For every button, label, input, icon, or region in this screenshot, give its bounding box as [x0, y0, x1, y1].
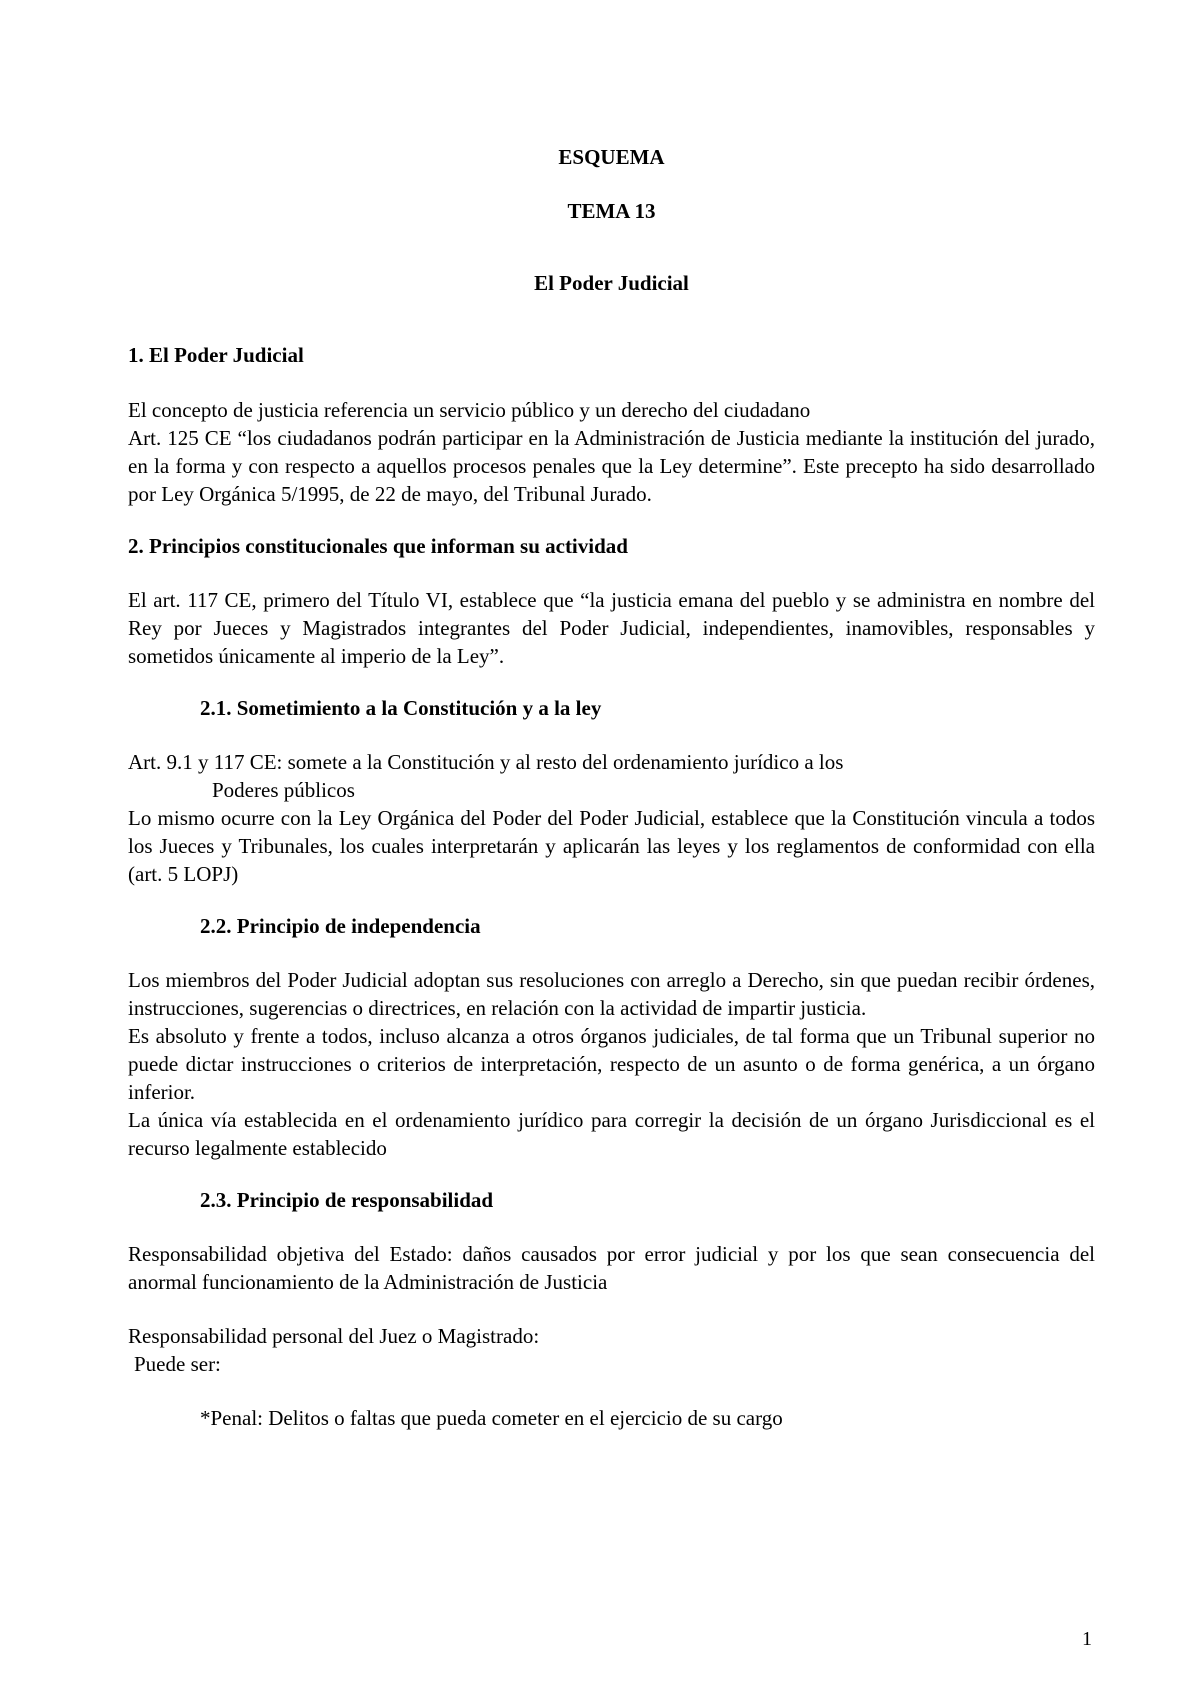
section-2-heading: 2. Principios constitucionales que informan su actividad	[128, 534, 628, 558]
document-content	[128, 143, 1095, 1432]
page-number: 1	[1082, 1628, 1092, 1650]
section-2-2-heading: 2.2. Principio de independencia	[200, 914, 481, 938]
section-2-paragraph-1: El art. 117 CE, primero del Título VI, establece que “la justicia emana del pueblo y se administra en nombre del Rey por Jueces y Magistrados integrantes del Poder Judicial, independientes, inamovibles, responsables y sometidos únicamente al imperio de la Ley”.	[128, 588, 1095, 668]
section-2-3-heading: 2.3. Principio de responsabilidad	[200, 1188, 494, 1212]
section-2-3-paragraph-1: Responsabilidad objetiva del Estado: daños causados por error judicial y por los que sean consecuencia del anormal funcionamiento de la Administración de Justicia	[128, 1242, 1095, 1294]
section-1-paragraph-1: El concepto de justicia referencia un servicio público y un derecho del ciudadano	[128, 398, 811, 422]
section-2-3-paragraph-3: Puede ser:	[134, 1352, 221, 1376]
topic-number: TEMA 13	[567, 199, 656, 223]
topic-title: El Poder Judicial	[534, 271, 689, 295]
document-title: ESQUEMA	[558, 145, 665, 169]
section-2-1-paragraph-2: Lo mismo ocurre con la Ley Orgánica del Poder del Poder Judicial, establece que la Constitución vincula a todos los Jueces y Tribunales, los cuales interpretarán y aplicarán las leyes y los reglamentos de conformidad con ella (art. 5 LOPJ)	[128, 806, 1095, 886]
section-2-2-paragraph-1: Los miembros del Poder Judicial adoptan sus resoluciones con arreglo a Derecho, sin que puedan recibir órdenes, instrucciones, sugerencias o directrices, en relación con la actividad de impartir justicia.	[128, 968, 1095, 1020]
section-2-2-paragraph-3: La única vía establecida en el ordenamiento jurídico para corregir la decisión de un órgano Jurisdiccional es el recurso legalmente establecido	[128, 1108, 1095, 1160]
section-2-2-paragraph-2: Es absoluto y frente a todos, incluso alcanza a otros órganos judiciales, de tal forma que un Tribunal superior no puede dictar instrucciones o criterios de interpretación, respecto de un asunto o de forma genérica, a un órgano inferior.	[128, 1024, 1095, 1104]
section-2-3-paragraph-4: *Penal: Delitos o faltas que pueda cometer en el ejercicio de su cargo	[200, 1406, 783, 1430]
section-1-paragraph-2: Art. 125 CE “los ciudadanos podrán participar en la Administración de Justicia mediante la institución del jurado, en la forma y con respecto a aquellos procesos penales que la Ley determine”. Este precepto ha sido desarrollado por Ley Orgánica 5/1995, de 22 de mayo, del Tribunal Jurado.	[128, 426, 1095, 506]
section-1-heading: 1. El Poder Judicial	[128, 343, 304, 367]
section-2-1-paragraph-1: Art. 9.1 y 117 CE: somete a la Constitución y al resto del ordenamiento jurídico a los	[128, 750, 844, 774]
section-2-1-paragraph-1-continued: Poderes públicos	[212, 778, 355, 802]
section-2-3-paragraph-2: Responsabilidad personal del Juez o Magistrado:	[128, 1324, 540, 1348]
section-2-1-heading: 2.1. Sometimiento a la Constitución y a la ley	[200, 696, 602, 720]
